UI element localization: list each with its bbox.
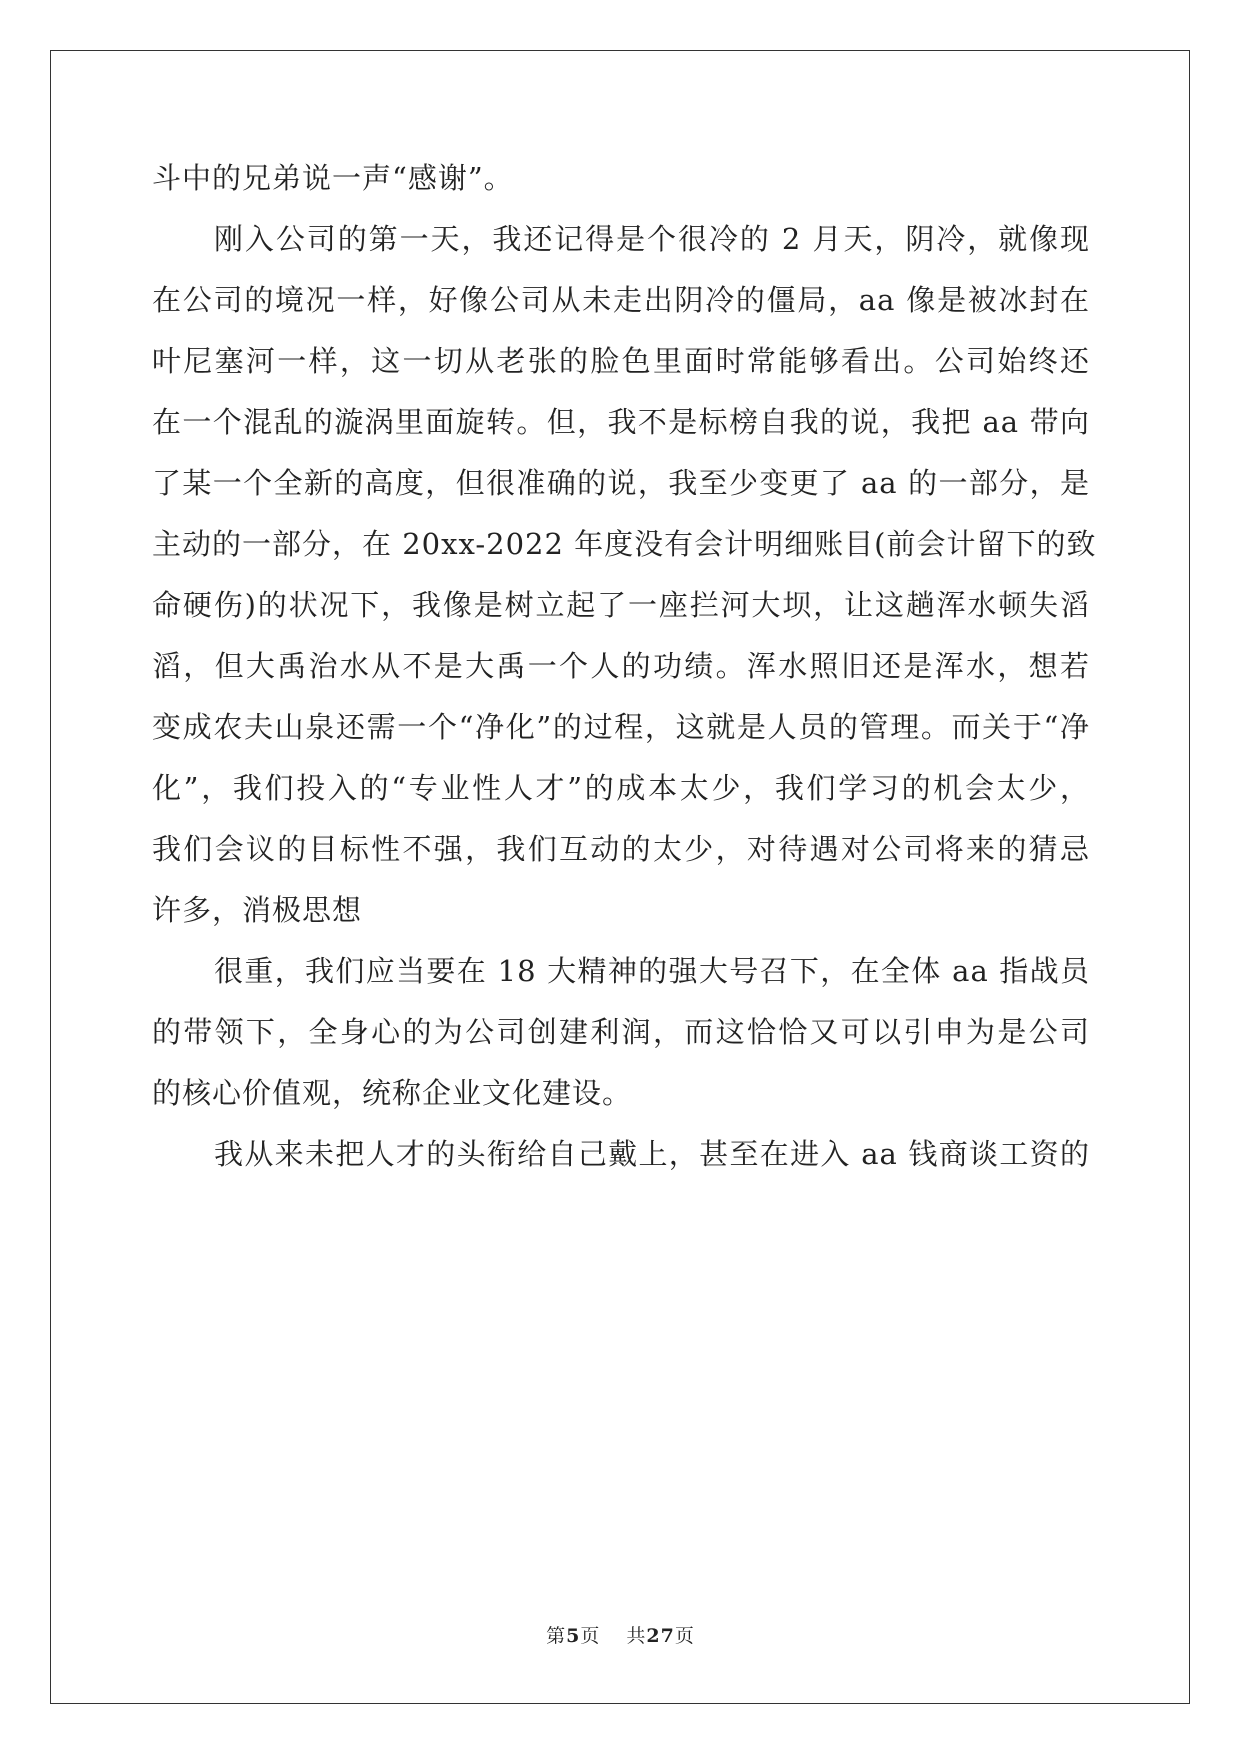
text-line: 的核心价值观，统称企业文化建设。 (152, 1076, 633, 1110)
text-line: 命硬伤)的状况下，我像是树立起了一座拦河大坝，让这趟浑水顿失滔 (152, 588, 1090, 622)
page-number: 5 (566, 1625, 581, 1647)
footer-total-prefix: 共 (626, 1625, 647, 1647)
text-line: 许多，消极思想 (152, 893, 363, 927)
text-line: 斗中的兄弟说一声“感谢”。 (152, 161, 514, 195)
text-line: 化”，我们投入的“专业性人才”的成本太少，我们学习的机会太少， (152, 771, 1090, 805)
page-footer (0, 1621, 1241, 1648)
text-line: 在一个混乱的漩涡里面旋转。但，我不是标榜自我的说，我把 aa 带向 (152, 405, 1090, 439)
footer-page-suffix: 页 (580, 1625, 601, 1647)
text-line: 滔，但大禹治水从不是大禹一个人的功绩。浑水照旧还是浑水，想若 (152, 649, 1090, 683)
text-line: 在公司的境况一样，好像公司从未走出阴冷的僵局，aa 像是被冰封在 (152, 283, 1090, 317)
footer-total-suffix: 页 (674, 1625, 695, 1647)
text-line: 很重，我们应当要在 18 大精神的强大号召下，在全体 aa 指战员 (214, 954, 1090, 988)
text-line: 刚入公司的第一天，我还记得是个很冷的 2 月天，阴冷，就像现 (214, 222, 1090, 256)
text-line: 的带领下，全身心的为公司创建利润，而这恰恰又可以引申为是公司 (152, 1015, 1090, 1049)
text-line: 了某一个全新的高度，但很准确的说，我至少变更了 aa 的一部分，是 (152, 466, 1090, 500)
text-line: 我们会议的目标性不强，我们互动的太少，对待遇对公司将来的猜忌 (152, 832, 1090, 866)
text-line: 主动的一部分，在 20xx-2022 年度没有会计明细账目(前会计留下的致 (152, 527, 1097, 561)
document-body (152, 148, 1097, 1185)
footer-prefix: 第 (546, 1625, 567, 1647)
text-line: 叶尼塞河一样，这一切从老张的脸色里面时常能够看出。公司始终还 (152, 344, 1090, 378)
text-line: 变成农夫山泉还需一个“净化”的过程，这就是人员的管理。而关于“净 (152, 710, 1090, 744)
total-pages: 27 (646, 1625, 675, 1647)
text-line: 我从来未把人才的头衔给自己戴上，甚至在进入 aa 钱商谈工资的 (214, 1137, 1090, 1171)
